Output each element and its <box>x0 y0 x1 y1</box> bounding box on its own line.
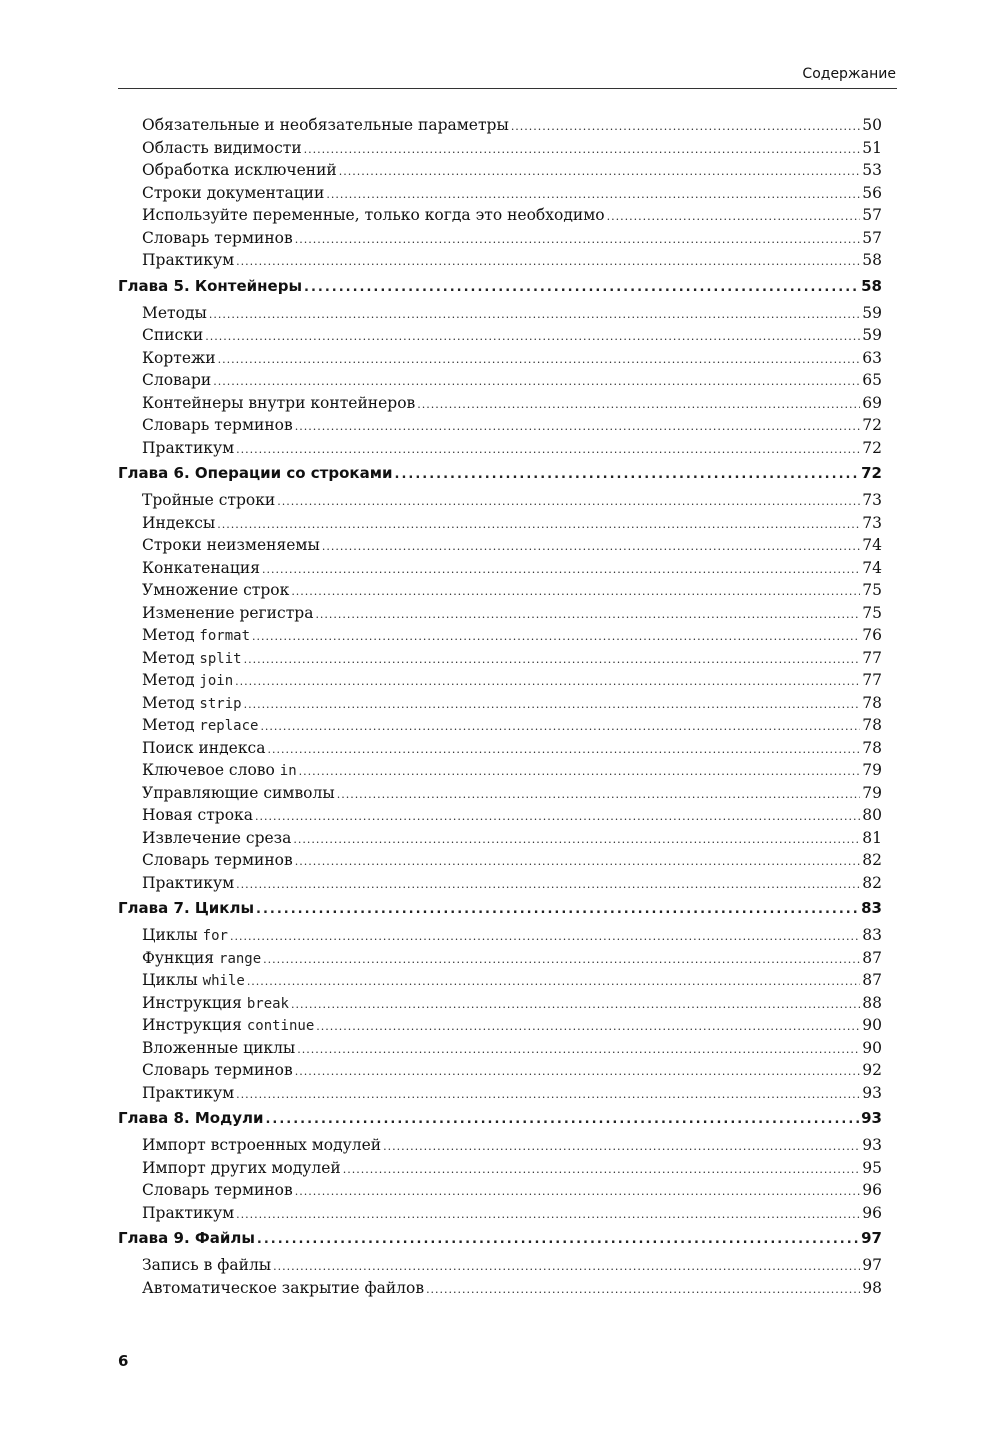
dot-leader <box>236 439 860 460</box>
dot-leader <box>209 304 860 325</box>
dot-leader <box>291 994 860 1015</box>
toc-entry-title <box>142 1202 234 1225</box>
toc-entry-title-text: Глава 7. Циклы <box>118 899 255 917</box>
toc-entry-title-text: Списки <box>142 326 204 344</box>
toc-entry-title-text: Практикум <box>142 873 235 892</box>
toc-entry-title-text: Ключевое слово <box>142 761 280 779</box>
header-rule <box>118 88 897 89</box>
toc-entry-title-text: Словарь терминов <box>142 228 293 247</box>
toc-entry-title <box>142 159 337 182</box>
dot-leader <box>273 1256 860 1277</box>
toc-entry-page: 59 <box>862 303 882 322</box>
toc-entry-page: 98 <box>862 1278 882 1297</box>
toc-entry-title-text: Обязательные и необязательные параметры <box>142 116 509 134</box>
toc-entry-title-text: Инструкция <box>142 993 247 1012</box>
toc-entry-title <box>142 579 289 602</box>
toc-entry-page: 53 <box>862 161 882 179</box>
toc-section-entry[interactable] <box>118 414 882 437</box>
toc-section-entry[interactable] <box>118 669 882 692</box>
toc-entry-title-text: Метод <box>142 648 200 667</box>
toc-entry-title-text: Тройные строки <box>142 491 276 509</box>
toc-section-entry[interactable] <box>118 579 882 602</box>
dot-leader <box>213 371 860 392</box>
dot-leader <box>295 229 861 250</box>
dot-leader <box>304 139 861 160</box>
toc-entry-title <box>118 1226 255 1250</box>
dot-leader <box>267 739 860 760</box>
toc-entry-page: 79 <box>862 761 882 779</box>
toc-entry-title <box>142 204 605 227</box>
dot-leader <box>236 1204 860 1225</box>
toc-entry-title <box>142 1157 341 1180</box>
toc-entry-title-text: Словарь терминов <box>142 416 293 434</box>
dot-leader <box>295 851 861 872</box>
toc-entry-page: 80 <box>862 806 882 824</box>
dot-leader <box>293 829 860 850</box>
toc-chapter-entry[interactable] <box>118 1226 882 1250</box>
toc-entry-page: 81 <box>862 828 882 847</box>
toc-entry-title-text: Инструкция <box>142 1016 247 1034</box>
dot-leader <box>395 463 860 485</box>
toc-section-entry[interactable] <box>118 1037 882 1060</box>
dot-leader <box>236 251 860 272</box>
toc-entry-title <box>142 947 261 970</box>
toc-entry-title-text: Глава 5. Контейнеры <box>118 276 303 295</box>
dot-leader <box>244 694 861 715</box>
toc-entry-page: 75 <box>862 603 882 622</box>
dot-leader <box>326 184 860 205</box>
toc-entry-title-text: Контейнеры внутри контейнеров <box>142 393 416 412</box>
toc-entry-page: 72 <box>862 416 882 434</box>
dot-leader <box>299 761 861 782</box>
toc-section-entry[interactable] <box>118 437 882 460</box>
toc-entry-title-text: Метод <box>142 693 200 712</box>
toc-entry-title-text: Практикум <box>142 1203 235 1222</box>
toc-entry-title-text: Циклы <box>142 926 203 944</box>
toc-entry-title-text: Извлечение среза <box>142 828 292 847</box>
toc-entry-title <box>142 437 234 460</box>
toc-section-entry[interactable] <box>118 512 882 535</box>
toc-entry-title <box>118 461 393 485</box>
toc-entry-code: strip <box>199 695 242 712</box>
dot-leader <box>277 491 860 512</box>
toc-entry-title <box>142 759 297 782</box>
dot-leader <box>236 874 860 895</box>
toc-section-entry[interactable] <box>118 737 882 760</box>
toc-entry-title <box>142 782 335 805</box>
toc-entry-page: 58 <box>862 251 882 269</box>
toc-entry-page: 74 <box>862 536 882 554</box>
toc-entry-title-text: Словари <box>142 371 212 389</box>
toc-section-entry[interactable] <box>118 227 882 250</box>
dot-leader <box>426 1279 860 1300</box>
toc-entry-title <box>142 647 242 670</box>
toc-entry-code: break <box>246 995 289 1012</box>
toc-entry-page: 90 <box>862 1038 882 1057</box>
toc-entry-title-text: Обработка исключений <box>142 161 337 179</box>
toc-section-entry[interactable] <box>118 969 882 992</box>
toc-section-entry[interactable] <box>118 624 882 647</box>
page-number: 6 <box>118 1352 129 1370</box>
toc-chapter-entry[interactable] <box>118 1106 882 1130</box>
toc-entry-title <box>142 1014 314 1037</box>
toc-entry-title-text: Функция <box>142 948 220 967</box>
toc-entry-title-text: Практикум <box>142 1083 235 1102</box>
toc-entry-title <box>142 249 234 272</box>
toc-entry-title <box>142 1059 293 1082</box>
dot-leader <box>337 784 861 805</box>
table-of-contents <box>118 114 882 1299</box>
toc-entry-title <box>142 392 415 415</box>
toc-section-entry[interactable] <box>118 347 882 370</box>
toc-entry-title-text: Метод <box>142 716 200 734</box>
toc-entry-title-text: Методы <box>142 303 207 322</box>
toc-entry-code: replace <box>199 718 259 734</box>
toc-section-entry[interactable] <box>118 114 882 137</box>
toc-section-entry[interactable] <box>118 1014 882 1037</box>
toc-entry-page: 90 <box>862 1016 882 1034</box>
toc-entry-title <box>142 924 228 947</box>
toc-entry-page: 76 <box>862 626 882 644</box>
dot-leader <box>256 898 859 920</box>
dot-leader <box>247 971 860 992</box>
toc-entry-title-text: Конкатенация <box>142 558 260 577</box>
toc-entry-title <box>142 414 293 437</box>
dot-leader <box>230 926 860 947</box>
toc-entry-title <box>142 182 324 205</box>
toc-entry-title-text: Вложенные циклы <box>142 1038 296 1057</box>
toc-entry-title <box>142 302 207 325</box>
toc-section-entry[interactable] <box>118 827 882 850</box>
toc-section-entry[interactable] <box>118 182 882 205</box>
toc-section-entry[interactable] <box>118 1254 882 1277</box>
toc-entry-page: 57 <box>862 206 882 224</box>
toc-entry-title-text: Новая строка <box>142 806 253 824</box>
toc-entry-page: 79 <box>862 783 882 802</box>
dot-leader <box>218 349 861 370</box>
toc-entry-title <box>142 347 216 370</box>
toc-entry-title-text: Умножение строк <box>142 581 290 599</box>
dot-leader <box>304 276 859 298</box>
dot-leader <box>235 671 860 692</box>
dot-leader <box>263 949 860 970</box>
toc-entry-title <box>142 692 242 715</box>
toc-section-entry[interactable] <box>118 1082 882 1105</box>
toc-entry-page: 83 <box>862 926 882 944</box>
dot-leader <box>257 1228 859 1250</box>
toc-entry-title <box>142 602 313 625</box>
toc-entry-title <box>142 557 260 580</box>
toc-entry-title-text: Изменение регистра <box>142 603 314 622</box>
toc-section-entry[interactable] <box>118 1059 882 1082</box>
toc-entry-title <box>142 669 233 692</box>
toc-entry-title <box>142 624 250 647</box>
toc-entry-page: 97 <box>862 1256 882 1274</box>
toc-entry-title <box>142 227 293 250</box>
toc-entry-page: 82 <box>862 851 882 869</box>
toc-entry-code: range <box>219 950 262 967</box>
toc-entry-title-text: Практикум <box>142 251 235 269</box>
dot-leader <box>383 1136 860 1157</box>
toc-entry-title <box>142 1277 424 1300</box>
toc-entry-page: 72 <box>862 438 882 457</box>
toc-entry-title-text: Поиск индекса <box>142 738 266 757</box>
toc-section-entry[interactable] <box>118 714 882 737</box>
toc-section-entry[interactable] <box>118 137 882 160</box>
toc-entry-code: split <box>199 650 242 667</box>
toc-entry-page: 74 <box>862 558 882 577</box>
toc-entry-title-text: Управляющие символы <box>142 783 335 802</box>
dot-leader <box>244 649 861 670</box>
toc-section-entry[interactable] <box>118 324 882 347</box>
toc-entry-page: 96 <box>862 1181 882 1199</box>
toc-entry-title-text: Запись в файлы <box>142 1256 272 1274</box>
toc-entry-page: 69 <box>862 393 882 412</box>
toc-entry-title <box>142 1082 234 1105</box>
toc-entry-title <box>142 324 203 347</box>
toc-entry-page: 51 <box>862 138 882 157</box>
toc-entry-title <box>142 872 234 895</box>
toc-entry-page: 78 <box>862 693 882 712</box>
toc-entry-title <box>118 274 302 298</box>
toc-entry-title-text: Импорт встроенных модулей <box>142 1136 382 1154</box>
dot-leader <box>295 1181 861 1202</box>
dot-leader <box>297 1039 860 1060</box>
dot-leader <box>339 161 861 182</box>
toc-section-entry[interactable] <box>118 1277 882 1300</box>
toc-entry-page: 93 <box>862 1136 882 1154</box>
toc-section-entry[interactable] <box>118 872 882 895</box>
dot-leader <box>295 416 861 437</box>
toc-entry-page: 50 <box>862 116 882 134</box>
toc-entry-page: 77 <box>862 648 882 667</box>
toc-section-entry[interactable] <box>118 782 882 805</box>
toc-entry-title <box>142 714 258 737</box>
toc-entry-title-text: Глава 9. Файлы <box>118 1229 255 1247</box>
toc-entry-page: 72 <box>861 464 882 482</box>
dot-leader <box>607 206 861 227</box>
toc-section-entry[interactable] <box>118 204 882 227</box>
toc-entry-page: 87 <box>862 971 882 989</box>
toc-entry-page: 93 <box>861 1109 882 1127</box>
toc-entry-page: 88 <box>862 993 882 1012</box>
toc-entry-page: 57 <box>862 228 882 247</box>
toc-section-entry[interactable] <box>118 1134 882 1157</box>
toc-entry-title <box>118 1106 263 1130</box>
toc-entry-page: 96 <box>862 1203 882 1222</box>
toc-entry-title <box>142 804 253 827</box>
dot-leader <box>343 1159 860 1180</box>
toc-entry-title <box>142 969 245 992</box>
toc-entry-page: 75 <box>862 581 882 599</box>
toc-section-entry[interactable] <box>118 1157 882 1180</box>
toc-section-entry[interactable] <box>118 924 882 947</box>
toc-entry-page: 78 <box>862 738 882 757</box>
toc-entry-page: 65 <box>862 371 882 389</box>
toc-entry-title-text: Словарь терминов <box>142 1181 293 1199</box>
dot-leader <box>511 116 860 137</box>
toc-section-entry[interactable] <box>118 1179 882 1202</box>
dot-leader <box>295 1061 861 1082</box>
toc-section-entry[interactable] <box>118 369 882 392</box>
toc-entry-title-text: Глава 6. Операции со строками <box>118 464 393 482</box>
running-head: Содержание <box>802 66 896 82</box>
toc-entry-page: 87 <box>862 948 882 967</box>
toc-entry-title <box>142 849 293 872</box>
toc-entry-title-text: Область видимости <box>142 138 302 157</box>
toc-entry-title <box>142 114 509 137</box>
toc-entry-title-text: Импорт других модулей <box>142 1158 341 1177</box>
toc-entry-title <box>142 534 320 557</box>
toc-entry-code: in <box>279 763 297 779</box>
toc-entry-code: for <box>202 928 228 944</box>
toc-entry-page: 58 <box>861 276 882 295</box>
toc-entry-title <box>142 1179 293 1202</box>
toc-entry-title-text: Автоматическое закрытие файлов <box>142 1278 425 1297</box>
toc-entry-page: 56 <box>862 183 882 202</box>
toc-section-entry[interactable] <box>118 804 882 827</box>
dot-leader <box>262 559 860 580</box>
toc-chapter-entry[interactable] <box>118 896 882 920</box>
toc-entry-title-text: Словарь терминов <box>142 1061 293 1079</box>
toc-entry-title-text: Метод <box>142 671 200 689</box>
toc-section-entry[interactable] <box>118 249 882 272</box>
toc-section-entry[interactable] <box>118 302 882 325</box>
toc-entry-title-text: Словарь терминов <box>142 851 293 869</box>
toc-section-entry[interactable] <box>118 534 882 557</box>
toc-entry-code: format <box>199 628 250 644</box>
toc-section-entry[interactable] <box>118 759 882 782</box>
toc-entry-title <box>142 1134 381 1157</box>
toc-section-entry[interactable] <box>118 692 882 715</box>
dot-leader <box>322 536 860 557</box>
toc-entry-page: 95 <box>862 1158 882 1177</box>
dot-leader <box>252 626 860 647</box>
toc-entry-page: 77 <box>862 671 882 689</box>
toc-entry-title <box>142 737 265 760</box>
toc-entry-title <box>142 992 289 1015</box>
toc-entry-title <box>142 369 211 392</box>
dot-leader <box>265 1108 859 1130</box>
dot-leader <box>205 326 860 347</box>
toc-section-entry[interactable] <box>118 557 882 580</box>
toc-entry-title-text: Метод <box>142 626 200 644</box>
toc-entry-page: 97 <box>861 1229 882 1247</box>
dot-leader <box>291 581 860 602</box>
toc-entry-title-text: Циклы <box>142 971 203 989</box>
toc-entry-page: 63 <box>862 348 882 367</box>
dot-leader <box>316 1016 860 1037</box>
toc-entry-title-text: Индексы <box>142 513 216 532</box>
toc-entry-code: join <box>199 673 234 689</box>
toc-section-entry[interactable] <box>118 602 882 625</box>
toc-entry-code: continue <box>246 1018 315 1034</box>
toc-entry-title <box>142 137 302 160</box>
toc-entry-title <box>118 896 254 920</box>
toc-chapter-entry[interactable] <box>118 274 882 298</box>
toc-entry-title-text: Кортежи <box>142 348 216 367</box>
toc-section-entry[interactable] <box>118 647 882 670</box>
toc-entry-title <box>142 827 291 850</box>
toc-entry-title-text: Используйте переменные, только когда это необходимо <box>142 206 605 224</box>
toc-entry-page: 83 <box>861 899 882 917</box>
toc-entry-title <box>142 512 215 535</box>
toc-chapter-entry[interactable] <box>118 461 882 485</box>
dot-leader <box>236 1084 860 1105</box>
toc-section-entry[interactable] <box>118 392 882 415</box>
toc-entry-page: 92 <box>862 1061 882 1079</box>
toc-section-entry[interactable] <box>118 489 882 512</box>
dot-leader <box>217 514 860 535</box>
toc-entry-code: while <box>202 973 245 989</box>
toc-entry-page: 78 <box>862 716 882 734</box>
toc-section-entry[interactable] <box>118 1202 882 1225</box>
dot-leader <box>315 604 860 625</box>
toc-entry-title <box>142 1254 271 1277</box>
toc-section-entry[interactable] <box>118 992 882 1015</box>
toc-section-entry[interactable] <box>118 947 882 970</box>
toc-entry-title-text: Строки документации <box>142 183 325 202</box>
toc-entry-title-text: Глава 8. Модули <box>118 1109 264 1127</box>
toc-entry-title <box>142 489 275 512</box>
dot-leader <box>255 806 860 827</box>
toc-entry-page: 82 <box>862 873 882 892</box>
toc-entry-page: 59 <box>862 326 882 344</box>
dot-leader <box>417 394 860 415</box>
toc-entry-page: 73 <box>862 513 882 532</box>
toc-section-entry[interactable] <box>118 849 882 872</box>
dot-leader <box>260 716 860 737</box>
toc-entry-title-text: Практикум <box>142 438 235 457</box>
toc-entry-page: 73 <box>862 491 882 509</box>
toc-entry-title-text: Строки неизменяемы <box>142 536 320 554</box>
toc-entry-page: 93 <box>862 1083 882 1102</box>
toc-entry-title <box>142 1037 295 1060</box>
toc-section-entry[interactable] <box>118 159 882 182</box>
